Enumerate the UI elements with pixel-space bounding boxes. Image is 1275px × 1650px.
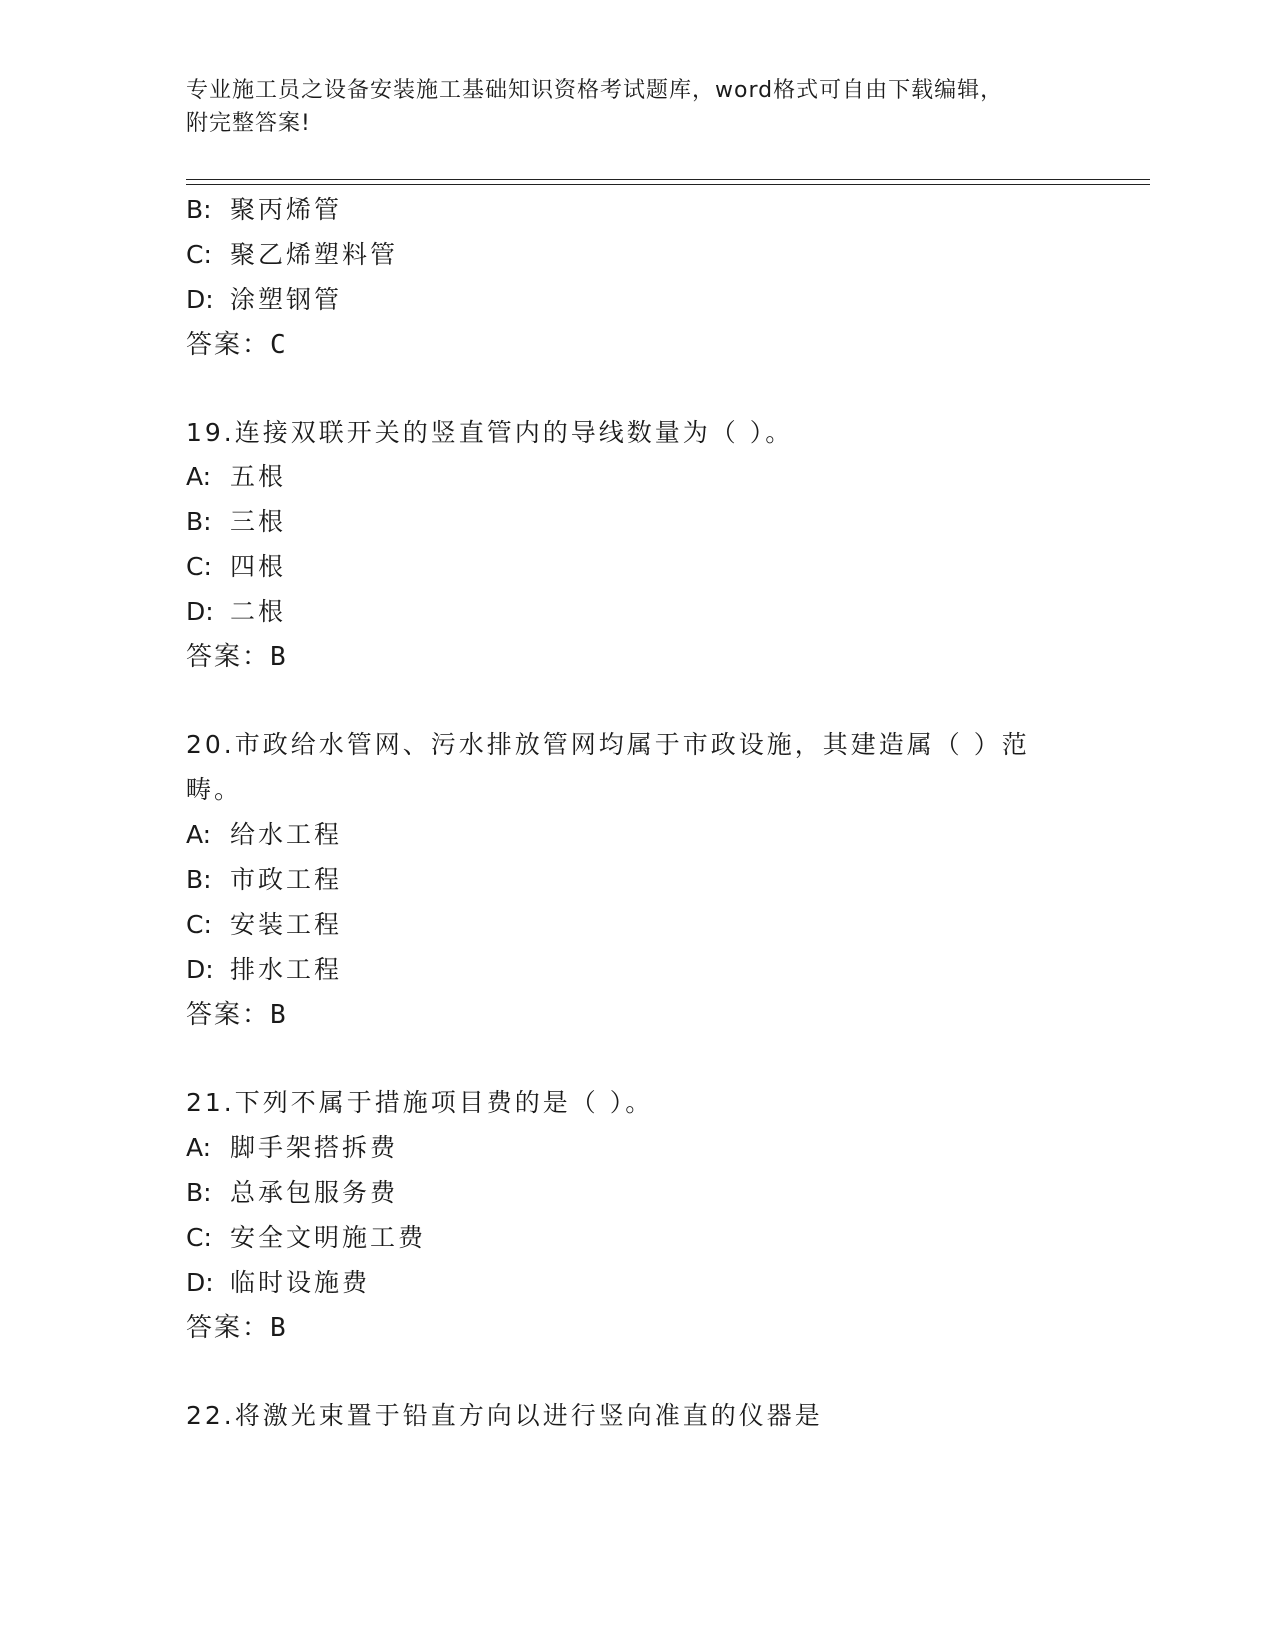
option-letter: B: xyxy=(186,507,212,536)
answer-line xyxy=(186,1312,286,1344)
option-line xyxy=(186,1222,426,1254)
option-text: 给水工程 xyxy=(230,820,343,849)
answer-label: 答案： xyxy=(186,642,271,672)
option-letter: D: xyxy=(186,285,214,314)
option-text: 安全文明施工费 xyxy=(230,1223,427,1252)
option-text: 聚乙烯塑料管 xyxy=(230,240,399,269)
option-letter: A: xyxy=(186,462,212,491)
header-note xyxy=(186,74,1086,140)
option-line xyxy=(186,239,398,271)
answer-line xyxy=(186,999,286,1031)
header-rule-bottom xyxy=(186,184,1150,185)
header-rule-top xyxy=(186,179,1150,180)
option-line xyxy=(186,864,342,896)
question-stem: 20.市政给水管网、污水排放管网均属于市政设施，其建造属（ ）范 xyxy=(186,730,1030,759)
option-letter: D: xyxy=(186,955,214,984)
option-text: 临时设施费 xyxy=(230,1268,371,1297)
option-letter: B: xyxy=(186,1178,212,1207)
option-letter: B: xyxy=(186,865,212,894)
option-text: 市政工程 xyxy=(230,865,343,894)
answer-label: 答案： xyxy=(186,1000,271,1030)
option-letter: D: xyxy=(186,1268,214,1297)
answer-value: C xyxy=(270,330,286,360)
option-line xyxy=(186,1132,398,1164)
option-line xyxy=(186,819,342,851)
question-stem-continued: 畴。 xyxy=(186,775,243,804)
option-letter: C: xyxy=(186,552,212,581)
option-letter: C: xyxy=(186,910,212,939)
answer-value: B xyxy=(270,1000,286,1030)
answer-label: 答案： xyxy=(186,330,271,360)
option-line xyxy=(186,1267,370,1299)
option-letter: A: xyxy=(186,1133,212,1162)
option-line xyxy=(186,194,342,226)
option-letter: D: xyxy=(186,597,214,626)
option-text: 四根 xyxy=(230,552,287,581)
question-stem: 21.下列不属于措施项目费的是（ ）。 xyxy=(186,1088,654,1117)
answer-value: B xyxy=(270,642,286,672)
answer-line xyxy=(186,641,286,673)
option-letter: C: xyxy=(186,240,212,269)
option-text: 总承包服务费 xyxy=(230,1178,399,1207)
option-line xyxy=(186,506,286,538)
header-line-1: 专业施工员之设备安装施工基础知识资格考试题库，word格式可自由下载编辑， xyxy=(186,78,1004,103)
option-text: 脚手架搭拆费 xyxy=(230,1133,399,1162)
option-line xyxy=(186,461,286,493)
option-text: 五根 xyxy=(230,462,287,491)
option-line xyxy=(186,1177,398,1209)
option-text: 三根 xyxy=(230,507,287,536)
option-letter: C: xyxy=(186,1223,212,1252)
option-text: 涂塑钢管 xyxy=(230,285,343,314)
option-letter: A: xyxy=(186,820,212,849)
question-stem: 19.连接双联开关的竖直管内的导线数量为（ ）。 xyxy=(186,418,794,447)
option-letter: B: xyxy=(186,195,212,224)
answer-label: 答案： xyxy=(186,1313,271,1343)
option-text: 聚丙烯管 xyxy=(230,195,343,224)
option-text: 二根 xyxy=(230,597,287,626)
option-line xyxy=(186,284,342,316)
option-text: 安装工程 xyxy=(230,910,343,939)
option-line xyxy=(186,954,342,986)
option-line xyxy=(186,909,342,941)
answer-line xyxy=(186,329,286,361)
header-line-2: 附完整答案! xyxy=(186,111,311,136)
option-text: 排水工程 xyxy=(230,955,343,984)
option-line xyxy=(186,551,286,583)
option-line xyxy=(186,596,286,628)
question-stem: 22.将激光束置于铅直方向以进行竖向准直的仪器是 xyxy=(186,1401,823,1430)
answer-value: B xyxy=(270,1313,286,1343)
